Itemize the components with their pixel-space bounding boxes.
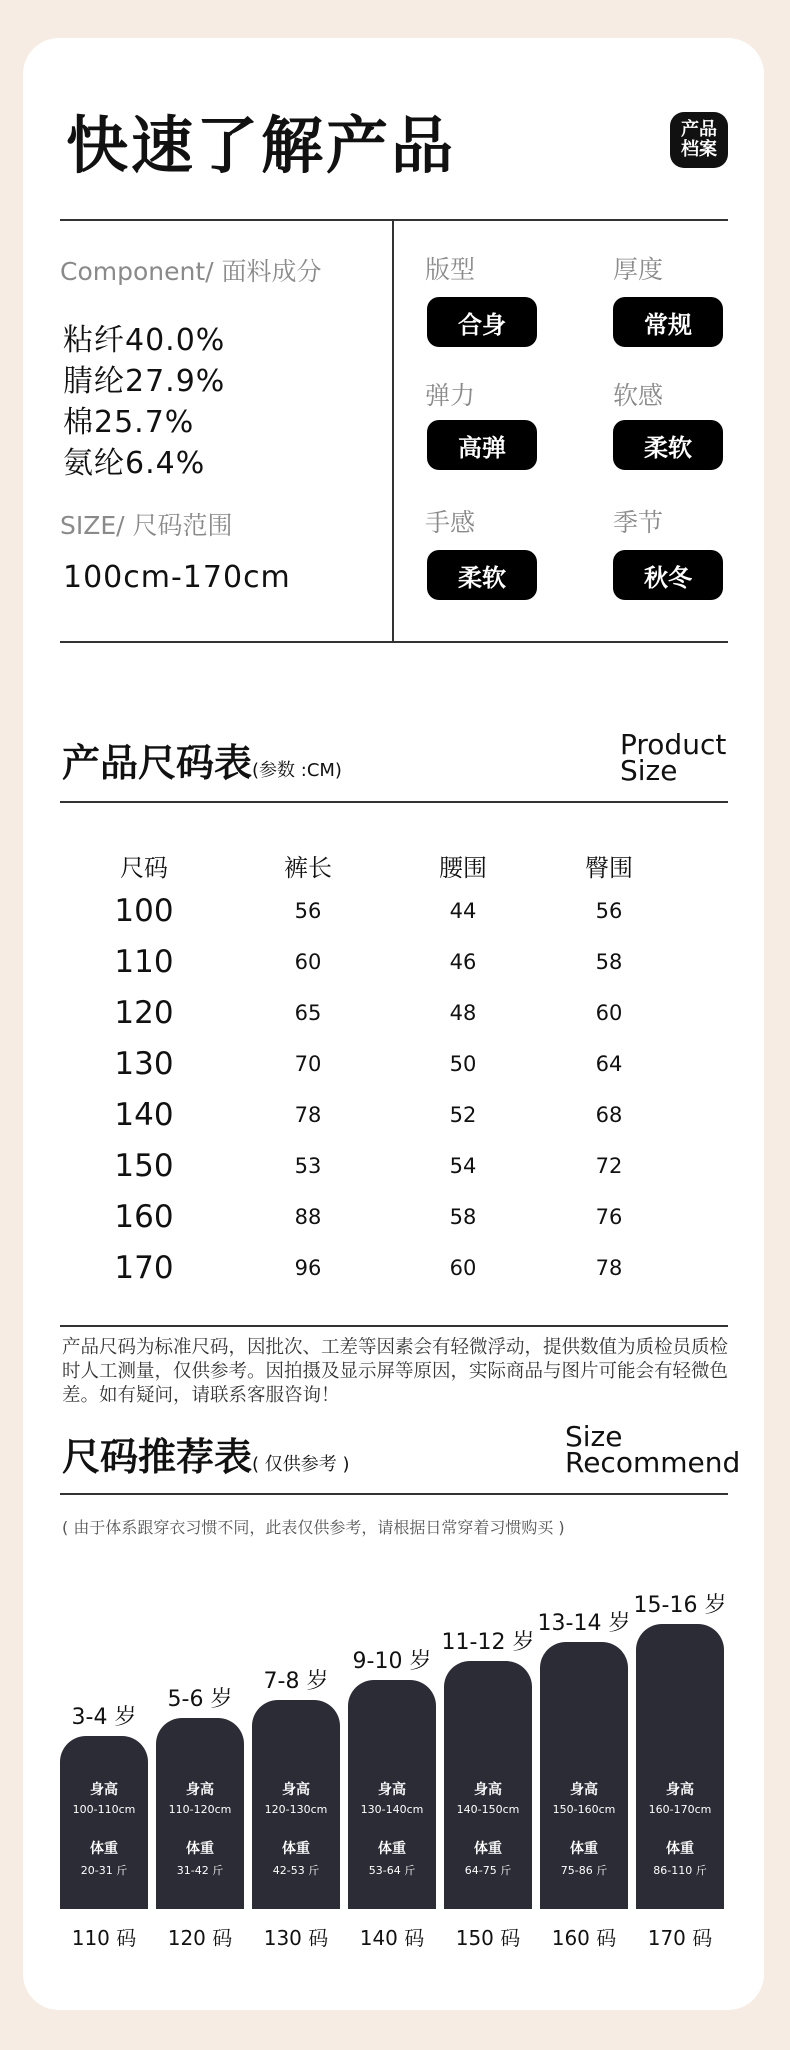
size-range-value: 100cm-170cm <box>63 560 291 595</box>
composition-item: 腈纶27.9% <box>63 364 226 399</box>
table-cell-value: 78 <box>294 1103 322 1127</box>
table-cell-size: 160 <box>114 1199 174 1235</box>
divider-bottom <box>60 641 728 643</box>
recommend-divider <box>60 1493 728 1495</box>
table-cell-size: 140 <box>114 1097 174 1133</box>
weight-label: 体重 <box>570 1841 598 1857</box>
height-value: 160-170cm <box>648 1803 712 1816</box>
size-code-label: 110 码 <box>71 1926 137 1950</box>
weight-value: 31-42 斤 <box>176 1864 224 1877</box>
attribute-value-thickness: 常规 <box>613 297 723 347</box>
recommend-bar <box>60 1736 148 1909</box>
weight-value: 86-110 斤 <box>653 1864 707 1877</box>
age-label: 15-16 岁 <box>633 1593 727 1618</box>
size-table-title-text: 产品尺码表 <box>62 741 253 785</box>
height-label: 身高 <box>570 1782 598 1798</box>
table-header-hip: 臀围 <box>585 854 633 882</box>
attribute-name-elasticity: 弹力 <box>425 381 476 410</box>
table-cell-value: 50 <box>449 1052 477 1076</box>
table-cell-size: 130 <box>114 1046 174 1082</box>
attribute-name-softness: 软感 <box>613 381 664 410</box>
size-range-label: SIZE/ 尺码范围 <box>60 511 233 540</box>
age-label: 3-4 岁 <box>71 1705 137 1730</box>
height-label: 身高 <box>378 1782 406 1798</box>
table-cell-value: 60 <box>449 1256 477 1280</box>
table-cell-value: 60 <box>595 1001 623 1025</box>
height-value: 110-120cm <box>168 1803 232 1816</box>
component-label: Component/ 面料成分 <box>60 257 322 286</box>
table-cell-value: 44 <box>449 899 477 923</box>
attribute-value-season: 秋冬 <box>613 550 723 600</box>
composition-item: 氨纶6.4% <box>63 446 206 481</box>
recommend-subtitle: ( 仅供参考 ) <box>252 1454 350 1475</box>
table-cell-value: 58 <box>595 950 623 974</box>
recommend-title <box>62 1426 350 1481</box>
table-cell-value: 65 <box>294 1001 322 1025</box>
attribute-value-fit: 合身 <box>427 297 537 347</box>
composition-item: 棉25.7% <box>63 405 195 440</box>
page-title: 快速了解产品 <box>66 109 457 182</box>
size-code-label: 160 码 <box>551 1926 617 1950</box>
table-cell-value: 52 <box>449 1103 477 1127</box>
divider-top <box>60 219 728 221</box>
recommend-bar <box>444 1661 532 1909</box>
size-code-label: 140 码 <box>359 1926 425 1950</box>
weight-value: 20-31 斤 <box>80 1864 128 1877</box>
weight-label: 体重 <box>186 1841 214 1857</box>
recommend-title-text: 尺码推荐表 <box>62 1435 253 1479</box>
height-value: 150-160cm <box>552 1803 616 1816</box>
recommend-bar <box>540 1642 628 1909</box>
table-cell-value: 64 <box>595 1052 623 1076</box>
size-table-unit: (参数 :CM) <box>252 760 342 781</box>
recommend-bar <box>252 1700 340 1909</box>
recommend-note: ( 由于体系跟穿衣习惯不同，此表仅供参考，请根据日常穿着习惯购买 ) <box>62 1518 565 1537</box>
age-label: 5-6 岁 <box>167 1687 233 1712</box>
composition-item: 粘纤40.0% <box>63 323 226 358</box>
table-cell-size: 170 <box>114 1250 174 1286</box>
product-profile-badge <box>670 112 728 168</box>
table-cell-value: 60 <box>294 950 322 974</box>
weight-label: 体重 <box>90 1841 118 1857</box>
table-cell-value: 88 <box>294 1205 322 1229</box>
table-cell-value: 96 <box>294 1256 322 1280</box>
attribute-name-fit: 版型 <box>425 255 476 284</box>
size-table-bottom-divider <box>60 1325 728 1327</box>
table-cell-value: 76 <box>595 1205 623 1229</box>
height-label: 身高 <box>282 1782 310 1798</box>
size-code-label: 150 码 <box>455 1926 521 1950</box>
size-table-divider <box>60 801 728 803</box>
size-table-en-line-1: Product <box>620 728 727 761</box>
weight-label: 体重 <box>282 1841 310 1857</box>
badge-line-2: 档案 <box>681 139 717 160</box>
weight-label: 体重 <box>666 1841 694 1857</box>
size-table-note: 产品尺码为标准尺码，因批次、工差等因素会有轻微浮动，提供数值为质检员质检时人工测量，仅供参考。因拍摄及显示屏等原因，实际商品与图片可能会有轻微色差。如有疑问，请联系客服咨询！ <box>62 1337 729 1406</box>
table-cell-value: 68 <box>595 1103 623 1127</box>
attribute-name-season: 季节 <box>613 508 664 537</box>
divider-vertical <box>392 219 394 642</box>
height-value: 120-130cm <box>264 1803 328 1816</box>
attribute-value-hand-feel: 柔软 <box>427 550 537 600</box>
height-value: 130-140cm <box>360 1803 424 1816</box>
age-label: 11-12 岁 <box>441 1630 535 1655</box>
badge-line-1: 产品 <box>681 119 717 140</box>
weight-label: 体重 <box>474 1841 502 1857</box>
attribute-value-softness: 柔软 <box>613 420 723 470</box>
size-code-label: 130 码 <box>263 1926 329 1950</box>
size-code-label: 120 码 <box>167 1926 233 1950</box>
recommend-en-title <box>565 1420 741 1479</box>
recommend-en-line-1: Size <box>565 1420 623 1453</box>
size-table-title <box>62 732 342 787</box>
age-label: 7-8 岁 <box>263 1669 329 1694</box>
table-cell-size: 110 <box>114 944 174 980</box>
table-cell-value: 56 <box>294 899 322 923</box>
height-label: 身高 <box>186 1782 214 1798</box>
table-cell-value: 58 <box>449 1205 477 1229</box>
size-table-en-line-2: Size <box>620 754 678 787</box>
height-label: 身高 <box>474 1782 502 1798</box>
recommend-bar <box>156 1718 244 1909</box>
table-cell-value: 53 <box>294 1154 322 1178</box>
size-code-label: 170 码 <box>647 1926 713 1950</box>
height-label: 身高 <box>666 1782 694 1798</box>
table-cell-size: 100 <box>114 893 174 929</box>
table-cell-value: 70 <box>294 1052 322 1076</box>
table-header-waist: 腰围 <box>439 854 487 882</box>
table-header-length: 裤长 <box>284 854 332 882</box>
age-label: 9-10 岁 <box>352 1649 432 1674</box>
table-cell-value: 54 <box>449 1154 477 1178</box>
attribute-name-hand-feel: 手感 <box>425 508 476 537</box>
recommend-bar <box>348 1680 436 1909</box>
table-cell-value: 72 <box>595 1154 623 1178</box>
weight-value: 53-64 斤 <box>368 1864 416 1877</box>
table-header-size: 尺码 <box>120 854 168 882</box>
table-cell-size: 120 <box>114 995 174 1031</box>
height-label: 身高 <box>90 1782 118 1798</box>
age-label: 13-14 岁 <box>537 1611 631 1636</box>
recommend-bar <box>636 1624 724 1909</box>
table-cell-value: 56 <box>595 899 623 923</box>
weight-value: 75-86 斤 <box>560 1864 608 1877</box>
weight-value: 42-53 斤 <box>272 1864 320 1877</box>
table-cell-value: 46 <box>449 950 477 974</box>
weight-label: 体重 <box>378 1841 406 1857</box>
table-cell-value: 48 <box>449 1001 477 1025</box>
attribute-value-elasticity: 高弹 <box>427 420 537 470</box>
height-value: 100-110cm <box>72 1803 136 1816</box>
table-cell-size: 150 <box>114 1148 174 1184</box>
weight-value: 64-75 斤 <box>464 1864 512 1877</box>
size-table-en-title <box>620 728 727 787</box>
recommend-en-line-2: Recommend <box>565 1446 741 1479</box>
height-value: 140-150cm <box>456 1803 520 1816</box>
table-cell-value: 78 <box>595 1256 623 1280</box>
attribute-name-thickness: 厚度 <box>613 255 664 284</box>
